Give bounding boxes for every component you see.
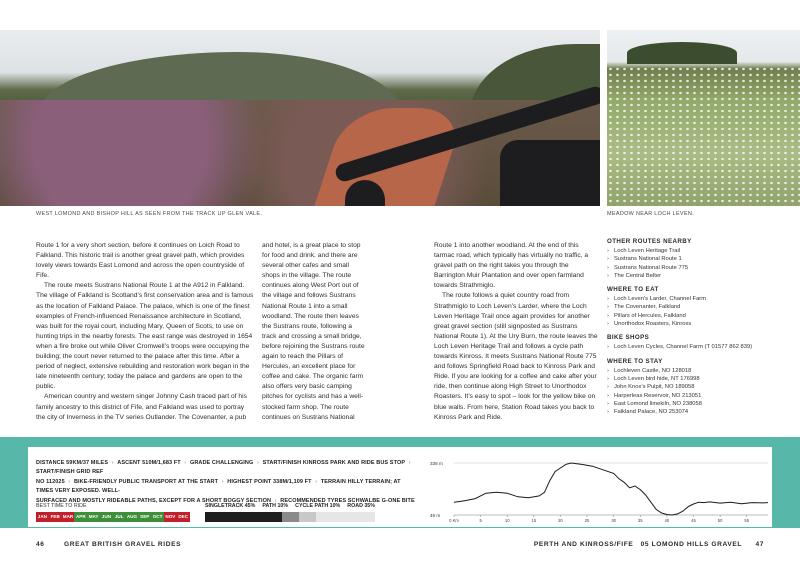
chevron-right-icon: › bbox=[607, 256, 609, 263]
surface-labels bbox=[205, 503, 375, 509]
elevation-tick-label: 20 bbox=[558, 518, 563, 523]
sidebar-list-item bbox=[607, 400, 797, 408]
sidebar-item-text: Loch Leven Cycles, Channel Farm (T 01577 862 839) bbox=[614, 344, 753, 351]
chevron-right-icon: › bbox=[607, 367, 609, 374]
sidebar-item-text: Loch Leven Heritage Trail bbox=[614, 248, 681, 254]
stat-item: GRADE CHALLENGING bbox=[189, 460, 254, 466]
body-paragraph: Route 1 into another woodland. At the end of this tarmac road, which typically has virtually no traffic, a gravel path on the right takes you through the Barrington Muir Plantation and over open farmland towards Strathmiglo. bbox=[434, 242, 589, 290]
sidebar-list-item bbox=[607, 312, 797, 320]
sidebar-item-text: Harperleas Reservoir, NO 213051 bbox=[614, 392, 702, 399]
month-badge: OCT bbox=[151, 512, 164, 522]
body-column-2 bbox=[262, 241, 367, 423]
chevron-right-icon: › bbox=[607, 272, 609, 279]
sidebar-item-text: Loch Leven bird hide, NT 176998 bbox=[614, 375, 700, 382]
separator-icon: › bbox=[66, 478, 72, 485]
sidebar-item-text: Loch Leven’s Larder, Channel Farm bbox=[614, 296, 707, 303]
chevron-right-icon: › bbox=[607, 248, 609, 254]
sidebar-item-text: The Covenanter, Falkland bbox=[614, 304, 681, 311]
stat-item: DISTANCE 59KM/37 MILES bbox=[36, 460, 109, 466]
surface-label: CYCLE PATH 10% bbox=[295, 503, 341, 509]
body-paragraph: American country and western singer Johnny Cash traced part of his family ancestry to this district of Fife, and Falkland was used to portray the city of Inverness in the TV series Outlander. The Covenanter, a pub bbox=[36, 393, 247, 421]
sidebar-list-item bbox=[607, 343, 797, 351]
month-badge: JUN bbox=[100, 512, 113, 522]
sidebar-list bbox=[607, 367, 797, 417]
sidebar-list bbox=[607, 343, 797, 351]
surface-segment bbox=[205, 512, 282, 522]
separator-icon: › bbox=[255, 460, 261, 466]
best-time-label: BEST TIME TO RIDE bbox=[36, 503, 87, 509]
chevron-right-icon: › bbox=[607, 304, 609, 311]
elevation-tick-label: 25 bbox=[584, 518, 590, 523]
separator-icon: › bbox=[110, 460, 116, 466]
stats-line bbox=[36, 478, 416, 497]
surface-segment bbox=[282, 512, 299, 522]
route-stats bbox=[36, 459, 416, 506]
sidebar-list-item bbox=[607, 383, 797, 391]
month-badge: JAN bbox=[36, 512, 49, 522]
book-title: GREAT BRITISH GRAVEL RIDES bbox=[64, 541, 182, 548]
photo-west-lomond-trail bbox=[0, 30, 600, 206]
stat-item: START/FINISH GRID REF bbox=[36, 469, 104, 476]
sidebar-item-text: Falkland Palace, NO 253074 bbox=[614, 409, 689, 416]
sidebar-list-item bbox=[607, 375, 797, 383]
surface-label: SINGLETRACK 45% bbox=[205, 503, 256, 509]
separator-icon: › bbox=[407, 460, 411, 466]
stats-line bbox=[36, 459, 416, 478]
best-time-months bbox=[36, 512, 190, 522]
elevation-tick-label: 5 bbox=[479, 518, 482, 523]
month-badge: APR bbox=[74, 512, 87, 522]
elevation-tick-label: 50 bbox=[717, 518, 723, 523]
stat-item: SURFACED AND MOSTLY RIDEABLE PATHS, EXCEPT FOR A SHORT BOGGY SECTION bbox=[36, 497, 272, 504]
chevron-right-icon: › bbox=[607, 321, 609, 328]
sidebar-list-item bbox=[607, 255, 797, 263]
sidebar-item-text: Unorthodox Roasters, Kinross bbox=[614, 321, 692, 328]
sidebar-list bbox=[607, 247, 797, 280]
month-badge: AUG bbox=[126, 512, 139, 522]
stat-item: NO 112025 bbox=[36, 478, 65, 485]
stat-item: START/FINISH KINROSS PARK AND RIDE BUS STOP bbox=[262, 460, 406, 466]
sidebar-heading: WHERE TO EAT bbox=[607, 286, 659, 294]
elevation-tick-label: 0 Km bbox=[449, 518, 459, 523]
sidebar-item-text: The Central Belter bbox=[614, 272, 662, 279]
sidebar-list-item bbox=[607, 320, 797, 328]
month-badge: JUL bbox=[113, 512, 126, 522]
body-paragraph: The route meets Sustrans National Route 1 at the A912 in Falkland. The village of Falkland is Scotland’s first conservation area and is famous as the location of Falkland Palace. The palace, which is one of the finest examples of French-influenced Renaissance architecture in Scotland, was built for the royal court, including Mary, Queen of Scots, to use on hunting trips in the nearby forests. The east range was destroyed in 1654 when a fire broke out while Oliver Cromwell’s troops were occupying the building; the court never returned to the palace after this time. After a period of neglect, extensive rebuilding and restoration work began in the late nineteenth century; today the palace and gardens are open to the public. bbox=[36, 282, 254, 391]
body-paragraph: Route 1 for a very short section, before it continues on Loich Road to Falkland. This historic trail is another great gravel path, which provides lovely views towards East Lomond and across the open countryside of Fife. bbox=[36, 242, 245, 280]
surface-bar bbox=[205, 512, 375, 522]
caption-side-photo: MEADOW NEAR LOCH LEVEN. bbox=[607, 211, 694, 217]
chevron-right-icon: › bbox=[607, 400, 609, 407]
month-badge: DEC bbox=[177, 512, 190, 522]
surface-segment bbox=[299, 512, 316, 522]
surface-label: PATH 10% bbox=[262, 503, 289, 509]
elevation-tick-label: 45 bbox=[691, 518, 696, 523]
sidebar-item-text: Pillars of Hercules, Falkland bbox=[614, 312, 686, 319]
body-paragraph: and hotel, is a great place to stop for food and drink, and there are several other cafes and small shops in the village. The route continues along West Port out of the village and follows Sustrans National Route 1 into a small woodland. The route then leaves the Sustrans route, following a track and crossing a small bridge, before rejoining the Sustrans route again to reach the Pillars of Hercules, an excellent place for coffee and cake. The organic farm also offers very basic camping pitches for cyclists and has a well-stocked farm shop. The route continues on Sustrans National bbox=[262, 242, 365, 421]
sidebar-list-item bbox=[607, 392, 797, 400]
month-badge: SEP bbox=[138, 512, 151, 522]
chevron-right-icon: › bbox=[607, 409, 609, 416]
elevation-tick-label: 10 bbox=[504, 518, 510, 523]
elevation-line bbox=[454, 463, 768, 515]
separator-icon: › bbox=[273, 497, 279, 504]
sidebar-list-item bbox=[607, 272, 797, 280]
sidebar-heading: BIKE SHOPS bbox=[607, 334, 650, 342]
stat-item: ASCENT 510M/1,683 FT bbox=[117, 460, 181, 466]
sidebar-item-text: Sustrans National Route 1 bbox=[614, 256, 682, 263]
surface-label: ROAD 35% bbox=[347, 503, 375, 509]
caption-main-photo: WEST LOMOND AND BISHOP HILL AS SEEN FROM THE TRACK UP GLEN VALE. bbox=[36, 211, 263, 217]
elevation-tick-label: 35 bbox=[637, 518, 643, 523]
chevron-right-icon: › bbox=[607, 375, 609, 382]
photo-bike-head bbox=[500, 140, 600, 206]
body-column-3 bbox=[434, 241, 598, 423]
stat-item: BIKE-FRIENDLY PUBLIC TRANSPORT AT THE START bbox=[73, 478, 219, 485]
stat-item: RECOMMENDED TYRES SCHWALBE G-ONE BITE bbox=[280, 497, 415, 504]
elevation-tick-label: 15 bbox=[531, 518, 537, 523]
month-badge: NOV bbox=[164, 512, 177, 522]
sidebar-list-item bbox=[607, 247, 797, 255]
sidebar-list-item bbox=[607, 408, 797, 416]
chevron-right-icon: › bbox=[607, 264, 609, 271]
surface-segment bbox=[316, 512, 376, 522]
elevation-min-label: 49 m bbox=[430, 513, 441, 518]
elevation-max-label: 338 m bbox=[430, 461, 443, 466]
sidebar-item-text: Sustrans National Route 775 bbox=[614, 264, 689, 271]
sidebar-heading: OTHER ROUTES NEARBY bbox=[607, 238, 692, 245]
chevron-right-icon: › bbox=[607, 312, 609, 319]
month-badge: FEB bbox=[49, 512, 62, 522]
sidebar-heading: WHERE TO STAY bbox=[607, 357, 663, 365]
page-number-right: 47 bbox=[755, 541, 764, 548]
month-badge: MAY bbox=[87, 512, 100, 522]
month-badge: MAR bbox=[62, 512, 75, 522]
body-column-1 bbox=[36, 241, 254, 423]
photo-meadow-loch-leven bbox=[607, 30, 800, 206]
photo-treeline bbox=[627, 42, 737, 64]
sidebar-list-item bbox=[607, 295, 797, 303]
photo-flower-meadow bbox=[607, 66, 800, 206]
sidebar-item-text: John Knox’s Pulpit, NO 189058 bbox=[614, 384, 695, 391]
separator-icon: › bbox=[182, 460, 188, 466]
sidebar-item-text: Lochleven Castle, NO 128018 bbox=[614, 367, 692, 374]
chevron-right-icon: › bbox=[607, 384, 609, 391]
chevron-right-icon: › bbox=[607, 392, 609, 399]
separator-icon: › bbox=[220, 478, 226, 485]
sidebar-item-text: East Lomond limekiln, NO 238058 bbox=[614, 400, 702, 407]
info-sidebar bbox=[607, 238, 797, 416]
separator-icon: › bbox=[313, 478, 319, 485]
chevron-right-icon: › bbox=[607, 344, 609, 351]
sidebar-list-item bbox=[607, 303, 797, 311]
sidebar-list-item bbox=[607, 264, 797, 272]
stat-item: TERRAIN HILLY TERRAIN; AT TIMES VERY EXPOSED. WELL- bbox=[36, 478, 401, 495]
chapter-title: PERTH AND KINROSS/FIFE 05 LOMOND HILLS GRAVEL bbox=[533, 541, 742, 548]
elevation-tick-label: 30 bbox=[611, 518, 616, 523]
stat-item: HIGHEST POINT 338M/1,109 FT bbox=[227, 478, 312, 485]
body-paragraph: The route follows a quiet country road from Strathmiglo to Loch Leven’s Larder, where the Loch Leven Heritage Trail once again provides for another great gravel section (still signposted as Sustrans National Route 1). At the Ury Burn, the route leaves the Loch Leven Heritage Trail and follows a cycle path towards Kinross. It meets Sustrans National Route 775 and follows Springfield Road back to Kinross Park and Ride. If you are looking for a coffee and cake after your ride, then continue along High Street to Unorthodox Roasters. It’s easy to spot – look for the yellow bike on blue walls. From here, Station Road takes you back to Kinross Park and Ride. bbox=[434, 292, 598, 421]
elevation-tick-label: 55 bbox=[744, 518, 750, 523]
chevron-right-icon: › bbox=[607, 296, 609, 303]
sidebar-list bbox=[607, 295, 797, 328]
elevation-profile bbox=[428, 455, 772, 527]
elevation-tick-label: 40 bbox=[664, 518, 670, 523]
page-number-left: 46 bbox=[36, 541, 45, 548]
sidebar-list-item bbox=[607, 367, 797, 375]
